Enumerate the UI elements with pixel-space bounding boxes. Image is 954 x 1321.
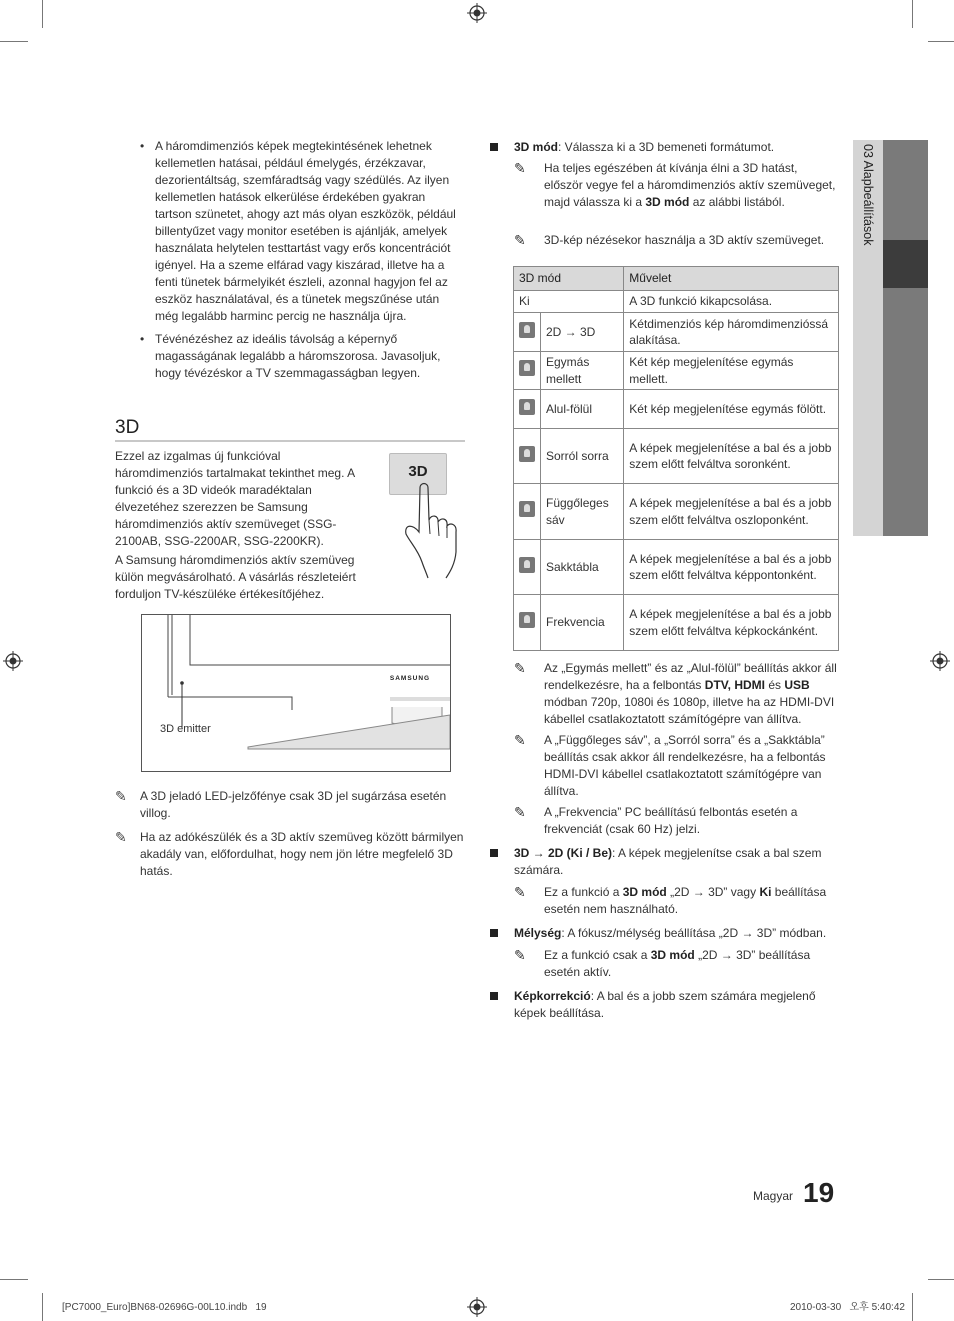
note-icon: ✎ bbox=[514, 660, 526, 676]
square-bullet-icon bbox=[490, 143, 498, 151]
note-item: ✎ A „Függőleges sáv”, a „Sorról sorra” és a „Sakktábla” beállítás csak akkor áll rendelkezésre, ha a felbontás HDMI-DVI kábellel csatlakoztatott számítógépre van állítva. bbox=[514, 732, 826, 798]
note-item: ✎ A 3D jeladó LED-jelzőfénye csak 3D jel sugárzása esetén villog. bbox=[115, 788, 447, 820]
top-bottom-icon bbox=[519, 399, 535, 415]
note-item: ✎ A „Frekvencia” PC beállítású felbontás esetén a frekvenciát (csak 60 Hz) jelzi. bbox=[514, 804, 798, 836]
table-row: Ki A 3D funkció kikapcsolása. bbox=[514, 291, 839, 313]
footer-file: [PC7000_Euro]BN68-02696G-00L10.indb 19 bbox=[62, 1302, 267, 1313]
footer-timestamp: 2010-03-30 오후 5:40:42 bbox=[790, 1302, 905, 1313]
line-by-line-icon bbox=[519, 446, 535, 462]
note-item: ✎ Ha teljes egészében át kívánja élni a 3D hatást, először vegye fel a háromdimenziós aktív szemüveget, majd válassza ki a 3D mód az alábbi listából. bbox=[514, 160, 836, 209]
emitter-label: 3D emitter bbox=[160, 723, 211, 735]
square-bullet-icon bbox=[490, 929, 498, 937]
registration-mark-top bbox=[467, 3, 487, 23]
note-icon: ✎ bbox=[514, 160, 526, 176]
note-icon: ✎ bbox=[115, 829, 127, 845]
section-intro: Ezzel az izgalmas új funkcióval háromdimenziós tartalmakat tekinthet meg. A funkció és a 3D videók maradéktalan élvezetéhez szerezzen be Samsung háromdimenziós aktív szemüveget (SSG-2100AB, SSG-2200AR, SSG-2200KR). A Samsung háromdimenziós aktív szemüveg külön megvásárolható. A vásárlás részleteiért forduljon TV-készüléke értékesítőjéhez. bbox=[115, 449, 356, 601]
chapter-side-tab bbox=[853, 140, 928, 536]
table-header-row: 3D mód Művelet bbox=[514, 267, 839, 291]
table-row: Sakktábla A képek megjelenítése a bal és a jobb szem előtt felváltva képpontonként. bbox=[514, 540, 839, 595]
bullet-item: • A háromdimenziós képek megtekintésének lehetnek kellemetlen hatásai, például émelygés, érzékzavar, dezorientáltság, szemfáradtság vagy szédülés. Az ilyen kellemetlen hatások elkerülése érdekében gyakran tartson szünetet, ahogy azt más olyan eszközök, például billentyűzet vagy monitor esetében is ajánlják, amelyek használata helytelen testtartást vagy erős koncentrációt igényel. Ha a szeme elfárad vagy kiszárad, illetve ha a fenti tünetek bármelyikét észleli, azonnal hagyjon fel az eszköz használatával, és a tünetek megszűnése után még legalább harminc percig ne használja újra. bbox=[140, 139, 456, 323]
warning-bullet-list bbox=[140, 138, 465, 388]
note-icon: ✎ bbox=[514, 947, 526, 963]
section-title: 3D bbox=[115, 417, 140, 438]
note-icon: ✎ bbox=[115, 788, 127, 804]
table-row: Frekvencia A képek megjelenítése a bal és a jobb szem előtt felváltva képkockánként. bbox=[514, 595, 839, 651]
table-row: Alul-fölül Két kép megjelenítése egymás fölött. bbox=[514, 390, 839, 429]
table-row: Függőleges sáv A képek megjelenítése a bal és a jobb szem előtt felváltva oszloponként. bbox=[514, 484, 839, 540]
3d-mode-table bbox=[513, 266, 839, 651]
note-icon: ✎ bbox=[514, 884, 526, 900]
pressing-hand-illustration bbox=[398, 480, 468, 580]
side-by-side-icon bbox=[519, 360, 535, 376]
note-item: ✎ Ez a funkció csak a 3D mód „2D → 3D” beállítása esetén aktív. bbox=[514, 947, 811, 979]
registration-mark-left bbox=[3, 651, 23, 671]
note-item: ✎ Az „Egymás mellett” és az „Alul-fölül” beállítás akkor áll rendelkezésre, ha a felbontás DTV, HDMI és USB módban 720p, 1080i és 1080p, illetve ha az HDMI-DVI kábellel csatlakoztatott számítógépre van állítva. bbox=[514, 660, 837, 726]
footer-language: Magyar bbox=[753, 1189, 794, 1203]
item-3d-mode: 3D mód: Válassza ki a 3D bemeneti formátumot. bbox=[490, 139, 840, 156]
remote-3d-button: 3D bbox=[389, 453, 447, 495]
chapter-label: 03 Alapbeállítások bbox=[861, 144, 875, 246]
item-3d-to-2d: 3D → 2D (Ki / Be): A képek megjelenítse csak a bal szem számára. bbox=[490, 845, 840, 879]
section-divider bbox=[115, 440, 465, 442]
table-row: Egymás mellett Két kép megjelenítése egymás mellett. bbox=[514, 352, 839, 390]
item-depth: Mélység: A fókusz/mélység beállítása „2D → 3D” módban. bbox=[490, 925, 840, 942]
frequency-icon bbox=[519, 612, 535, 628]
table-row: 2D → 3D Kétdimenziós kép háromdimenzióssá alakítása. bbox=[514, 313, 839, 352]
note-item: ✎ Ez a funkció a 3D mód „2D → 3D” vagy Ki beállítása esetén nem használható. bbox=[514, 884, 827, 916]
bullet-item: • Tévénézéshez az ideális távolság a képernyő magasságának legalább a háromszorosa. Javasoljuk, hogy tévézéskor a TV szemmagasságban legyen. bbox=[140, 332, 441, 380]
mode-2d-3d-icon bbox=[519, 322, 535, 338]
square-bullet-icon bbox=[490, 849, 498, 857]
tv-emitter-illustration bbox=[141, 614, 451, 772]
page-number: 19 bbox=[803, 1177, 835, 1208]
note-icon: ✎ bbox=[514, 804, 526, 820]
registration-mark-bottom bbox=[467, 1297, 487, 1317]
tv-brand-text: SAMSUNG bbox=[389, 675, 431, 682]
checkerboard-icon bbox=[519, 557, 535, 573]
note-item: ✎ 3D-kép nézésekor használja a 3D aktív szemüveget. bbox=[514, 232, 825, 248]
note-icon: ✎ bbox=[514, 232, 526, 248]
registration-mark-right bbox=[930, 651, 950, 671]
note-item: ✎ Ha az adókészülék és a 3D aktív szemüveg között bármilyen akadály van, előfordulhat, hogy nem jön létre megfelelő 3D hatás. bbox=[115, 829, 464, 878]
vertical-stripe-icon bbox=[519, 501, 535, 517]
square-bullet-icon bbox=[490, 992, 498, 1000]
item-image-correction: Képkorrekció: A bal és a jobb szem számára megjelenő képek beállítása. bbox=[490, 988, 840, 1022]
note-icon: ✎ bbox=[514, 732, 526, 748]
table-row: Sorról sorra A képek megjelenítése a bal és a jobb szem előtt felváltva soronként. bbox=[514, 429, 839, 484]
